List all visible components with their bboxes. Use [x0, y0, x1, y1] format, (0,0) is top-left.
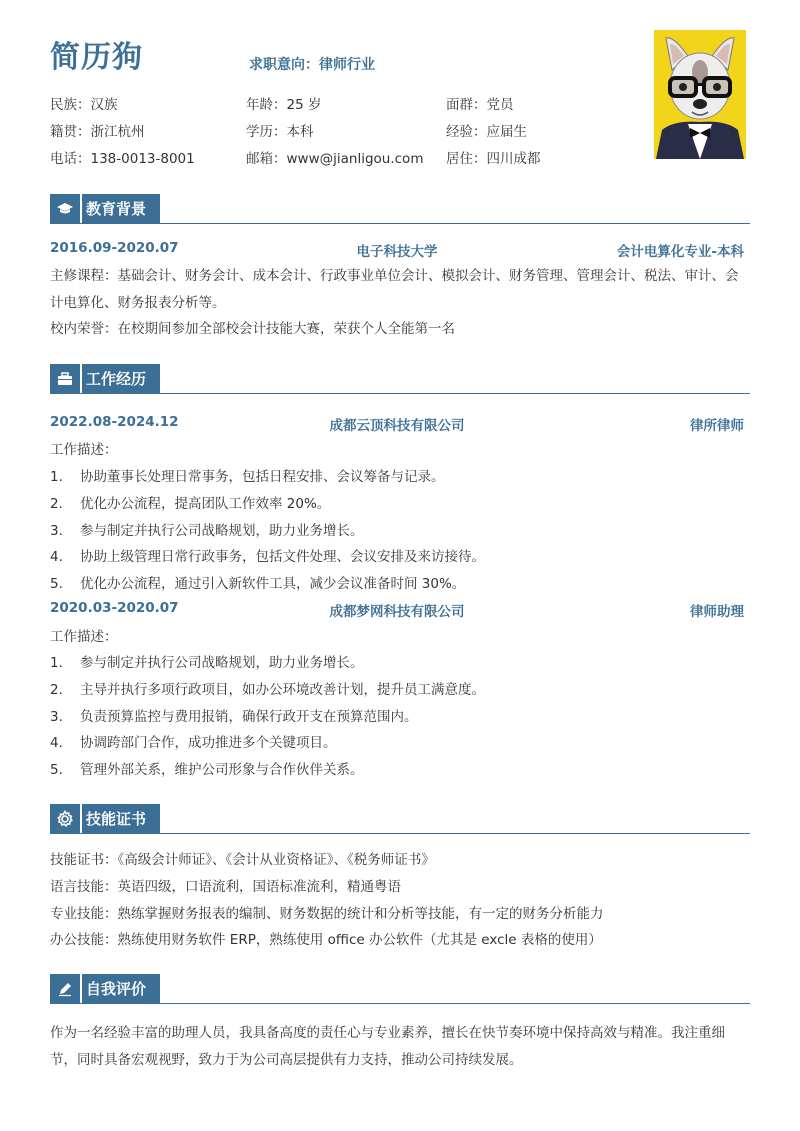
work-desc-label: 工作描述：: [50, 442, 118, 458]
work-company: 成都云顶科技有限公司: [329, 418, 465, 434]
resume-name: 简历狗: [50, 40, 143, 75]
list-item: 1. 协助董事长处理日常事务，包括日程安排、会议筹备与记录。: [50, 469, 445, 485]
education-school: 电子科技大学: [356, 244, 438, 260]
list-item: 5. 优化办公流程，通过引入新软件工具，减少会议准备时间 30%。: [50, 576, 466, 592]
info-education: 学历：本科: [246, 124, 314, 140]
graduation-cap-icon: [50, 194, 80, 224]
work-role: 律所律师: [690, 418, 744, 434]
skill-item: 办公技能：熟练使用财务软件 ERP，熟练使用 office 办公软件（尤其是 excle 表格的使用）: [50, 932, 602, 948]
gear-icon: [50, 804, 80, 834]
list-item: 2. 主导并执行多项行政项目，如办公环境改善计划，提升员工满意度。: [50, 682, 485, 698]
info-politics: 面群：党员: [446, 97, 514, 113]
list-item: 3. 负责预算监控与费用报销，确保行政开支在预算范围内。: [50, 709, 418, 725]
section-title: 教育背景: [82, 194, 160, 224]
self-evaluation-text: 作为一名经验丰富的助理人员，我具备高度的责任心与专业素养，擅长在快节奏环境中保持高效与精准。我注重细节，同时具备宏观视野，致力于为公司高层提供有力支持，推动公司持续发展。: [50, 1025, 725, 1068]
section-work-header: [50, 364, 750, 394]
skill-item: 专业技能：熟练掌握财务报表的编制、财务数据的统计和分析等技能，有一定的财务分析能力: [50, 906, 604, 922]
pen-icon: [50, 974, 80, 1004]
work-date: 2022.08-2024.12: [50, 414, 179, 430]
info-experience: 经验：应届生: [446, 124, 527, 140]
education-courses: 主修课程：基础会计、财务会计、成本会计、行政事业单位会计、模拟会计、财务管理、管理会计、税法、审计、会计电算化、财务报表分析等。: [50, 268, 739, 311]
list-item: 2. 优化办公流程，提高团队工作效率 20%。: [50, 496, 331, 512]
education-date: 2016.09-2020.07: [50, 240, 179, 256]
work-role: 律师助理: [690, 604, 744, 620]
work-date: 2020.03-2020.07: [50, 600, 179, 616]
list-item: 3. 参与制定并执行公司战略规划，助力业务增长。: [50, 523, 364, 539]
education-major: 会计电算化专业-本科: [616, 244, 744, 260]
education-honors: 校内荣誉：在校期间参加全部校会计技能大赛，荣获个人全能第一名: [50, 321, 455, 337]
list-item: 5. 管理外部关系，维护公司形象与合作伙伴关系。: [50, 762, 364, 778]
skill-item: 语言技能：英语四级，口语流利，国语标准流利，精通粤语: [50, 879, 401, 895]
list-item: 4. 协调跨部门合作，成功推进多个关键项目。: [50, 735, 337, 751]
section-title: 工作经历: [82, 364, 160, 394]
list-item: 4. 协助上级管理日常行政事务，包括文件处理、会议安排及来访接待。: [50, 549, 485, 565]
briefcase-icon: [50, 364, 80, 394]
job-intent: 求职意向：律师行业: [249, 57, 375, 73]
work-desc-label: 工作描述：: [50, 629, 118, 645]
list-item: 1. 参与制定并执行公司战略规划，助力业务增长。: [50, 655, 364, 671]
section-skills-header: [50, 804, 750, 834]
work-company: 成都梦网科技有限公司: [329, 604, 465, 620]
info-ethnicity: 民族：汉族: [50, 97, 118, 113]
section-title: 自我评价: [82, 974, 160, 1004]
work-row: [50, 414, 744, 434]
education-row: [50, 240, 744, 260]
section-education-header: [50, 194, 750, 224]
info-age: 年龄：25 岁: [246, 97, 322, 113]
info-residence: 居住：四川成都: [446, 151, 541, 167]
section-title: 技能证书: [82, 804, 160, 834]
info-email: 邮箱：www@jianligou.com: [246, 151, 424, 167]
info-hometown: 籍贯：浙江杭州: [50, 124, 145, 140]
section-self-header: [50, 974, 750, 1004]
dog-avatar-photo: [654, 30, 746, 159]
work-row: [50, 600, 744, 620]
info-phone: 电话：138-0013-8001: [50, 151, 195, 167]
skill-item: 技能证书：《高级会计师证》、《会计从业资格证》、《税务师证书》: [50, 852, 435, 868]
